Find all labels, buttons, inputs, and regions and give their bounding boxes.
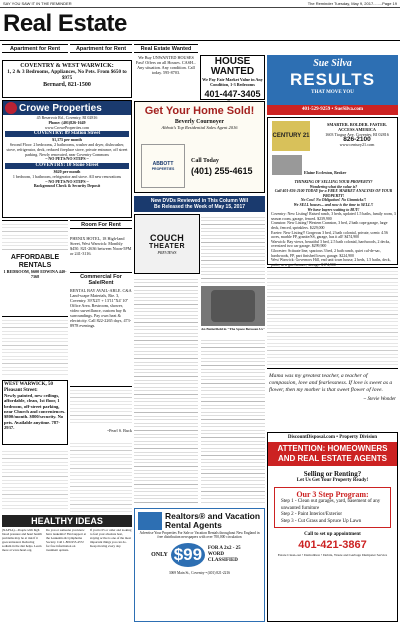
discount-phone: 401-421-3867 (298, 539, 367, 551)
sue-silva-ad (267, 55, 398, 115)
room-header: Room For Rent (70, 220, 132, 229)
dvd-review-text-lines (134, 276, 198, 504)
realtors-price: $99 (171, 543, 205, 567)
dvd-review-text-lines-3 (201, 337, 265, 505)
century21-office: ACCESS AMERICA (338, 127, 376, 132)
coventry-ad-body: 1, 2 & 3 Bedrooms, Appliances, No Pets. From $650 to $975 (7, 69, 127, 81)
discount-attention: ATTENTION: HOMEOWNERS AND REAL ESTATE AGENTS (268, 442, 397, 466)
discount-step-3: Step 3 - Cut Grass and Spruce Up Lawn (281, 518, 362, 524)
dvd-banner-line2: Be Released the Week of May 15, 2017 (153, 204, 246, 210)
affordable-body: 1 BEDROOM, $600 EDWINA 440-7368 (3, 269, 67, 279)
quote-author: ~ Stevie Wonder (363, 397, 396, 402)
realtors-footer: 3069 Main St., Coventry • (401) 821-2216 (168, 571, 231, 576)
dvd-reviews-col2-bottom (201, 337, 265, 505)
room-for-rent-text: PHENIX HOTEL, 18 High-land Street, West Warwick: Monthly $450. 821-2636 between Noon-5PM or 241-3116. (70, 236, 132, 256)
header-left-text: SAY YOU SAW IT IN THE REMINDER (3, 1, 72, 6)
crowe-listing2-desc: 1 bedroom, 1 bathroom, refrigerator and stove. All new renovations (12, 173, 122, 179)
abbott-agent: Beverly Cournoyer (174, 119, 225, 125)
movie-still-photo-subject (211, 290, 255, 322)
page-header-bar (0, 0, 400, 8)
coventry-ad-contact: Bernard, 821-1500 (43, 82, 91, 88)
century21-ad (267, 117, 398, 265)
discount-step-2: Step 2 - Paint Interior/Exterior (281, 512, 343, 517)
col2-header-wrap (70, 44, 132, 58)
realtors-price-row (135, 543, 264, 567)
realtors-sub: Advertise Your Properties For Sale or Vacation Rentals throughout New England in free distribution newspapers with over 700,000 circulation (139, 531, 260, 540)
couch-theater-logo (134, 214, 200, 274)
century21-listings (271, 180, 396, 276)
century21-listing-2: Cranston: New Listing! Western Cranston, 3 bed, 2 bath cape garage, large deck, fenced, sprinklers. $229,000 (271, 221, 388, 230)
dvd-column-banner (134, 196, 265, 212)
century21-q1: THINKING OF SELLING YOUR PROPERTY? (294, 180, 373, 184)
col2-header: Apartment for Rent (70, 44, 132, 53)
crowe-body (3, 115, 131, 190)
west-warwick-apartment-ad (2, 380, 68, 445)
crowe-listing2-nopets: ~ NO PETS/NO STEPS ~ (45, 178, 89, 184)
col1-header: Apartment for Rent (2, 44, 68, 53)
house-wanted-ad (200, 55, 265, 100)
house-wanted-body: We Pay Fair Market Value in Any Condition, 1-3 Bedrooms (202, 77, 263, 87)
abbott-properties-ad (134, 101, 265, 193)
col1-header-wrap (2, 44, 68, 58)
discount-step-1: Step 1 - Clean out garages, yard, basement of any unwanted furniture (281, 499, 381, 511)
house-wanted-title: HOUSE WANTED (210, 56, 255, 77)
crowe-listing1-nopets: ~ NO PETS/NO STEPS ~ (45, 156, 89, 162)
dvd-review-text-lines-2 (201, 214, 265, 284)
abbott-logo-text: ABBOTT (152, 161, 174, 167)
century21-q6: We have buyers waiting to BUY! (307, 207, 360, 212)
realtors-title: Realtors® and Vacation Rental Agents (165, 511, 261, 530)
agent-photo (272, 155, 302, 175)
healthy-ideas-col1: (NAPSA)—People with high blood pressure and heart health problems may be at risk if it goes untreated. Reducing sodium in the diet helps. Learn more at www.heart.org. (2, 528, 42, 552)
house-wanted-phone: 401-447-3405 (204, 89, 261, 99)
century21-phone: 826-2100 (343, 136, 371, 143)
pearl-buck-quote-author: ~Pearl S. Buck (106, 428, 132, 433)
crowe-listing2-title: COVENTRY: 10 Stone Street (5, 163, 129, 169)
col3 (134, 44, 198, 99)
century21-office-info (318, 122, 396, 147)
crowe-listing1-price: $1,175 per month (52, 137, 82, 143)
commercial-header-wrap (70, 272, 132, 286)
discount-sell: Selling or Renting? (303, 470, 362, 478)
movie-still-photo (201, 286, 265, 326)
col2-text-block-2 (70, 440, 132, 512)
abbott-phone: (401) 255-4615 (191, 166, 253, 176)
century21-listing-1: Coventry: New Listing! Raised ranch, 3 beds, updated 1.5 baths, family room, 3 season room, garage, fenced. $239,900 (271, 212, 396, 221)
century21-q5: We SELL houses... and now is the time to SELL!! (293, 202, 374, 207)
century21-q2: Wondering what the value is? (309, 184, 358, 189)
crowe-web: www.CroweProperties.com (44, 124, 90, 130)
dvd-reviews-col2-top (201, 214, 265, 284)
movie-photo-caption: An Butterfield in "The Space Between Us" (201, 327, 265, 331)
discount-call: Call to set up appointment (304, 532, 361, 537)
sue-silva-name: Sue Silva (313, 58, 352, 69)
century21-logo (272, 121, 310, 151)
crowe-address: 45 Reservoir Rd., Coventry, RI 02816 (36, 115, 98, 120)
century21-web: www.century21.com (339, 142, 375, 147)
discount-site: DiscountDisposal.com • Property Division (287, 435, 378, 440)
house-icon (138, 512, 162, 530)
dvd-banner-line1: New DVDs Reviewed in This Column Will (150, 198, 249, 204)
abbott-tagline: Abbott's Top Residential Sales Agent 2016 (161, 125, 238, 130)
discount-disposal-ad (267, 432, 398, 622)
realtors-only: ONLY (151, 552, 168, 559)
coventry-ad-title: COVENTRY & WEST WARWICK: (20, 63, 114, 69)
col3-ad-text: We Buy UNWANTED HOUSES Fast! Offers on all Houses. CASH... Any situation. Any condition. Call today. 595-8703. (135, 55, 197, 75)
sue-silva-results: RESULTS (289, 70, 376, 89)
col1-text-block-3 (2, 448, 68, 512)
quote-text: Mama was my greatest teacher, a teacher of compassion, love and fearlessness. If love is sweet as a flower, then my mother is that sweet flower of love. (269, 373, 393, 393)
healthy-ideas-title: HEALTHY IDEAS (2, 515, 132, 527)
room-header-wrap (70, 220, 132, 234)
affordable-title: AFFORDABLE RENTALS (10, 254, 60, 269)
section-banner (0, 9, 400, 41)
col1-text-block-1 (2, 220, 68, 252)
west-warwick-title: WEST WARWICK, 50 Pleasant Street: (4, 382, 53, 393)
couch-theater-word3: PREVIEWS (157, 250, 177, 255)
crowe-bgcheck: Background Check & Security Deposit (33, 183, 101, 189)
col3-header: Real Estate Wanted (134, 44, 198, 53)
couch-theater-word2: THEATER (148, 243, 186, 250)
abbott-headline: Get Your Home Sold! (144, 105, 255, 117)
abbott-logo (141, 144, 185, 188)
commercial-rental-text: RENTAL BAY AVAIL-ABLE. C&A Land-scape Materials, Rte. 3, Coventry. 39'X25' + 13'11"X4' 10" Office Area. Restroom, shower, video surveillance, custom bay & surroundings. Pay own heat & electricity. Call 822-2265 days, 473-8978 evenings. (70, 288, 132, 328)
crowe-listing1-desc: Second Floor: 2 bedrooms, 2 bathrooms, washer and dryer, dishwasher, stove, refrigerator, deck, reduced fireplace stove, private entrance, off street parking. Newly renovated, near Coventry Commons (6, 141, 128, 157)
west-warwick-body: Newly painted, new ceilings, affordable, clean, 1st floor, 1 bedroom, off-street parking, near Church and conveniences. $800/month. $800/security. No pets. Available anytime. 787-2937. (4, 393, 66, 430)
century21-logo-text: CENTURY 21 (272, 133, 310, 139)
abbott-call-label: Call Today (191, 158, 219, 164)
sue-silva-phone: 401-529-9259 • SueSilva.com (267, 105, 398, 115)
abbott-logo-sub: PROPERTIES (151, 167, 175, 171)
crowe-properties-ad (2, 100, 132, 218)
crowe-title: Crowe Properties (19, 102, 102, 114)
healthy-ideas-columns (2, 529, 132, 552)
stevie-wonder-quote (267, 368, 398, 428)
discount-steps-title: Our 3 Step Program: (296, 490, 369, 499)
realtors-vacation-ad (134, 508, 265, 622)
century21-q3: Call 401-826-2100 TODAY for a FREE MARKET ANALYSIS OF YOUR PROPERTY! (274, 189, 393, 198)
discount-let: Let Us Get Your Property Ready! (296, 478, 369, 483)
century21-listing-5: Glocester: Scituate line, spacious 3 bed, 2 bath ranch, quiet cul-de-sac, hardwoods, FP, part finished lower, garage. $224,900 (271, 248, 381, 258)
century21-address: 1603 Tiogue Ave. Coventry, RI 02816 (325, 132, 389, 137)
affordable-rentals-ad (2, 254, 68, 314)
healthy-ideas-col3: If you're 65 or older and looking to feel your absolute best, staying active is one of the most important things you can do. Keep moving every day. (90, 528, 132, 548)
century21-listing-4: Warwick: Bay views, beautiful 3 bed, 2.5 bath colonial, hardwoods, 2 decks, oversized two car garage. $299,900 (271, 239, 391, 249)
century21-listing-6: West Warwick: Governors Hill, end unit town house, 2 beds, 1.5 baths, deck, patio, new gas furnace, storage. $174,900 (271, 258, 391, 267)
century21-agent: Elaine Eccleston, Broker (304, 170, 347, 175)
century21-q4: No Cost! No Obligation! No Gimmicks!! (300, 198, 367, 203)
col5-text-block (267, 267, 398, 365)
commercial-header: Commercial For Sale/Rent (70, 272, 132, 286)
crowe-listing1-title: COVENTRY: 89 Station Street (5, 131, 129, 137)
header-right-text: The Reminder Tuesday, May 9, 2017........Page 19 (307, 1, 397, 6)
col1-text-block-2 (2, 316, 68, 376)
realtors-for: FOR A 2x2 - 25 WORD CLASSIFIED (207, 546, 241, 564)
healthy-ideas-section (2, 515, 132, 622)
col2-text-block (70, 386, 132, 426)
crowe-phone: Phone: (401)826-1649 (48, 119, 86, 125)
crowe-logo-icon (5, 102, 17, 114)
healthy-ideas-col2: Do you or someone you know have leukemia? Find support at the Leukemia & Lymphoma Society. Call 1-800-955-4572 for free information on treatment options. (46, 528, 87, 552)
coventry-westwarwick-ad (2, 60, 132, 98)
century21-listing-3: Exeter: New Listing!! Gorgeous 3 bed, 2 bath colonial, private, scenic 4.56 acres, marble FP, granite/SS, garage, has it all! $474,900 (271, 230, 388, 240)
discount-steps (274, 487, 391, 528)
section-title: Real Estate (3, 10, 127, 37)
sue-silva-tagline: THAT MOVE YOU (311, 90, 354, 95)
century21-tagline: SMARTER. BOLDER. FASTER. (327, 122, 387, 127)
discount-footer: Estate Clean-out • Demolition • Debris, Waste and Garbage Dumpster Service (277, 553, 388, 557)
couch-theater-word1: COUCH (150, 233, 184, 243)
crowe-listing2-price: $620 per month (53, 168, 81, 174)
crowe-header (3, 101, 131, 115)
dvd-reviews-col1 (134, 276, 198, 504)
